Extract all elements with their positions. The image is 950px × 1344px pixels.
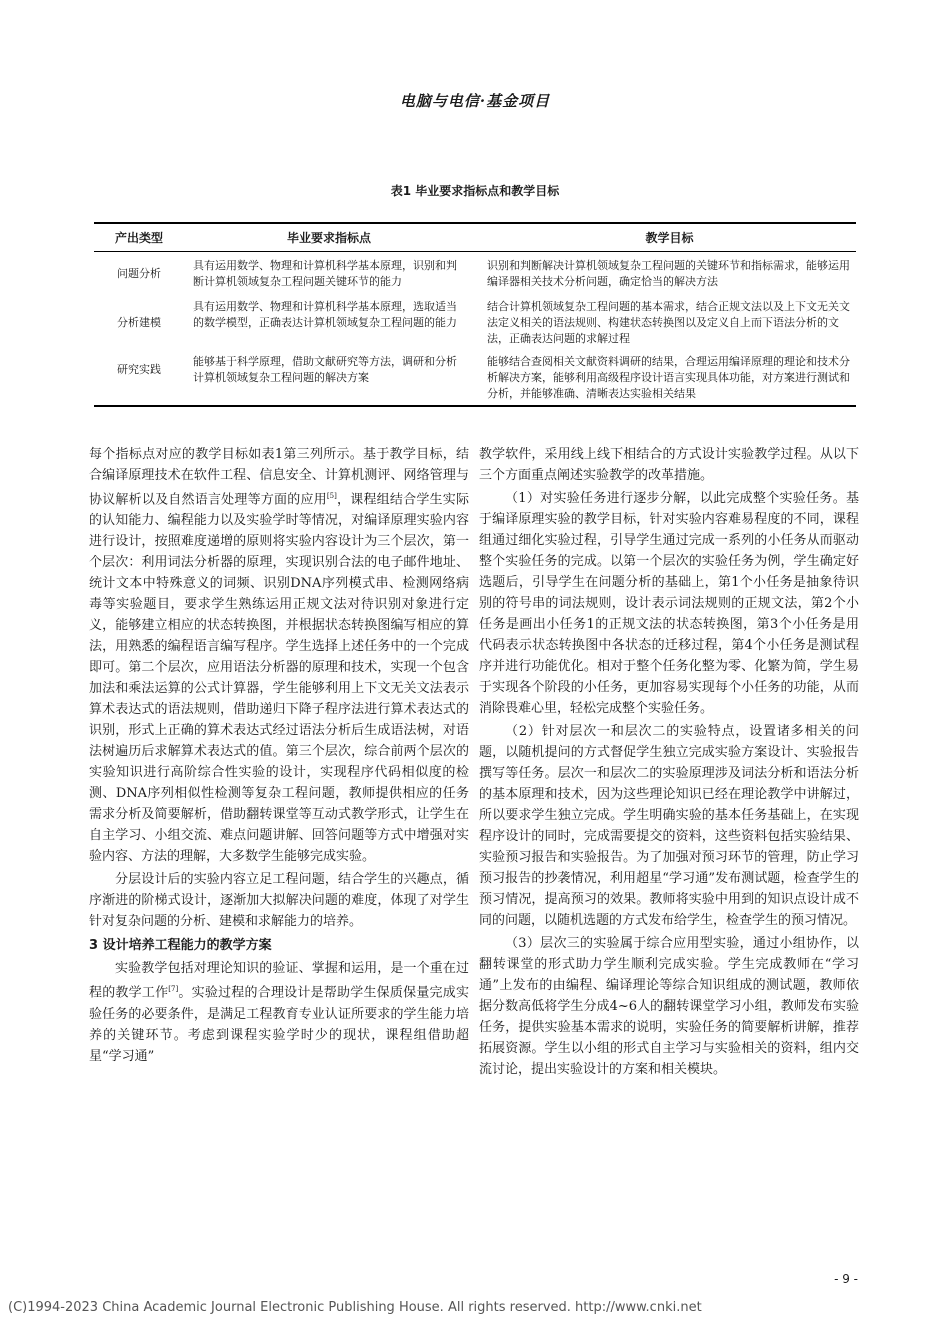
- section-title: 3 设计培养工程能力的教学方案: [89, 938, 272, 954]
- table-header-type: 产出类型: [114, 231, 163, 245]
- page-number: - 9 -: [834, 1272, 858, 1286]
- table-row-1-goal: 识别和判断解决计算机领域复杂工程问题的关键环节和指标需求，能够运用编译器相关技术分析问题，确定恰当的解决方法: [487, 259, 850, 288]
- left-paragraph-1: 每个指标点对应的教学目标如表1第三列所示。基于教学目标，结合编译原理技术在软件工程、信息安全、计算机测评、网络管理与协议解析以及自然语言处理等方面的应用[5]，课程组结合学生实际的认知能力、编程能力以及实验学时等情况，对编译原理实验内容进行设计，按照难度递增的原则将实验内容设计为三个层次，第一个层次：利用词法分析器的原理，实现识别合法的电子邮件地址、统计文本中特殊意义的词频、识别DNA序列模式串、检测网络病毒等实验题目，要求学生熟练运用正规文法对待识别对象进行定义，能够建立相应的状态转换图，并根据状态转换图编写相应的算法，用熟悉的编程语言编写程序。学生选择上述任务中的一个完成即可。第二个层次，应用语法分析器的原理和技术，实现一个包含加法和乘法运算的公式计算器，学生能够利用上下文无关文法表示算术表达式的语法规则，借助递归下降子程序法进行算术表达式的识别，形式上正确的算术表达式经过语法分析后生成语法树，对语法树遍历后求解算术表达式的值。第三个层次，综合前两个层次的实验知识进行高阶综合性实验的设计，实现程序代码相似度的检测、DNA序列相似性检测等复杂工程问题，教师提供相应的任务需求分析及简要解析，借助翻转课堂等互动式教学形式，让学生在自主学习、小组交流、难点问题讲解、回答问题等方式中增强对实验内容、方法的理解，大多数学生能够完成实验。: [89, 447, 469, 865]
- table-row-2-requirement: 具有运用数学、物理和计算机科学基本原理，选取适当的数学模型，正确表达计算机领域复杂工程问题的能力: [193, 300, 457, 329]
- table-header-rule: [94, 251, 856, 252]
- copyright-footer: (C)1994-2023 China Academic Journal Electronic Publishing House. All rights reserved. http://www.cnki.net: [8, 1300, 702, 1315]
- table-row-2-type: 分析建模: [117, 316, 161, 329]
- right-paragraph-2: （1）对实验任务进行逐步分解，以此完成整个实验任务。基于编译原理实验的教学目标，针对实验内容难易程度的不同，课程组通过细化实验过程，引导学生通过完成一系列的小任务从而驱动整个实验任务的完成。以第一个层次的实验任务为例，学生确定好选题后，引导学生在问题分析的基础上，第1个小任务是抽象待识别的符号串的词法规则，设计表示词法规则的正规文法，第2个小任务是画出小任务1的正规文法的状态转换图，第3个小任务是用代码表示状态转换图中各状态的迁移过程，第4个小任务是测试程序并进行功能优化。相对于整个任务化整为零、化繁为简，学生易于实现各个阶段的小任务，更加容易实现每个小任务的功能，从而消除畏难心里，轻松完成整个实验任务。: [479, 491, 859, 716]
- left-paragraph-3: 实验教学包括对理论知识的验证、掌握和运用，是一个重在过程的教学工作[7]。实验过程的合理设计是帮助学生保质保量完成实验任务的必要条件，是满足工程教育专业认证所要求的学生能力培养的关键环节。考虑到课程实验学时少的现状，课程组借助超星“学习通”: [89, 961, 469, 1064]
- table-header-goal: 教学目标: [645, 231, 694, 245]
- table-caption: 表1 毕业要求指标点和教学目标: [390, 184, 560, 198]
- citation-7: [7]: [168, 985, 179, 994]
- table-row-1-requirement: 具有运用数学、物理和计算机科学基本原理，识别和判断计算机领域复杂工程问题关键环节的能力: [193, 259, 457, 288]
- right-paragraph-3: （2）针对层次一和层次二的实验特点，设置诸多相关的问题，以随机提问的方式督促学生独立完成实验方案设计、实验报告撰写等任务。层次一和层次二的实验原理涉及词法分析和语法分析的基本原理和技术，因为这些理论知识已经在理论教学中讲解过，所以要求学生独立完成。学生明确实验的基本任务基础上，在实现程序设计的同时，完成需要提交的资料，这些资料包括实验结果、实验预习报告和实验报告。为了加强对预习环节的管理，防止学习预习报告的抄袭情况，利用超星“学习通”发布测试题，检查学生的预习情况，提高预习的效果。教师将实验中用到的知识点设计成不同的问题，以随机选题的方式发布给学生，检查学生的预习情况。: [479, 724, 859, 928]
- left-paragraph-2: 分层设计后的实验内容立足工程问题，结合学生的兴趣点，循序渐进的阶梯式设计，逐渐加大拟解决问题的难度，体现了对学生针对复杂问题的分析、建模和求解能力的培养。: [89, 872, 469, 930]
- citation-5: [5]: [326, 492, 337, 500]
- table-row-2-goal: 结合计算机领域复杂工程问题的基本需求，结合正规文法以及上下文无关文法定义相关的语法规则、构建状态转换图以及定义自上而下语法分析的文法，正确表达问题的求解过程: [487, 300, 850, 345]
- table-top-rule: [94, 222, 856, 224]
- table-row-3-goal: 能够结合查阅相关文献资料调研的结果，合理运用编译原理的理论和技术分析解决方案，能够利用高级程序设计语言实现具体功能，对方案进行测试和分析，并能够准确、清晰表达实验相关结果: [487, 355, 850, 400]
- left-column: [89, 444, 469, 1069]
- right-column: [479, 444, 859, 1082]
- table-bottom-rule: [94, 405, 856, 407]
- journal-header: 电脑与电信·基金项目: [399, 92, 551, 110]
- table-row-3-requirement: 能够基于科学原理，借助文献研究等方法，调研和分析计算机领域复杂工程问题的解决方案: [193, 355, 457, 384]
- table-row-3-type: 研究实践: [117, 363, 161, 376]
- right-paragraph-4: （3）层次三的实验属于综合应用型实验，通过小组协作，以翻转课堂的形式助力学生顺利完成实验。学生完成教师在“学习通”上发布的由编程、编译理论等综合知识组成的测试题，教师依据分数高低将学生分成4~6人的翻转课堂学习小组，教师发布实验任务，提供实验基本需求的说明，实验任务的简要解析讲解，推荐拓展资源。学生以小组的形式自主学习与实验相关的资料，组内交流讨论，提出实验设计的方案和相关模块。: [479, 936, 859, 1077]
- table-row-1-type: 问题分析: [117, 267, 161, 280]
- right-paragraph-1: 教学软件，采用线上线下相结合的方式设计实验教学过程。从以下三个方面重点阐述实验教学的改革措施。: [479, 447, 859, 483]
- table-header-requirement: 毕业要求指标点: [286, 231, 371, 245]
